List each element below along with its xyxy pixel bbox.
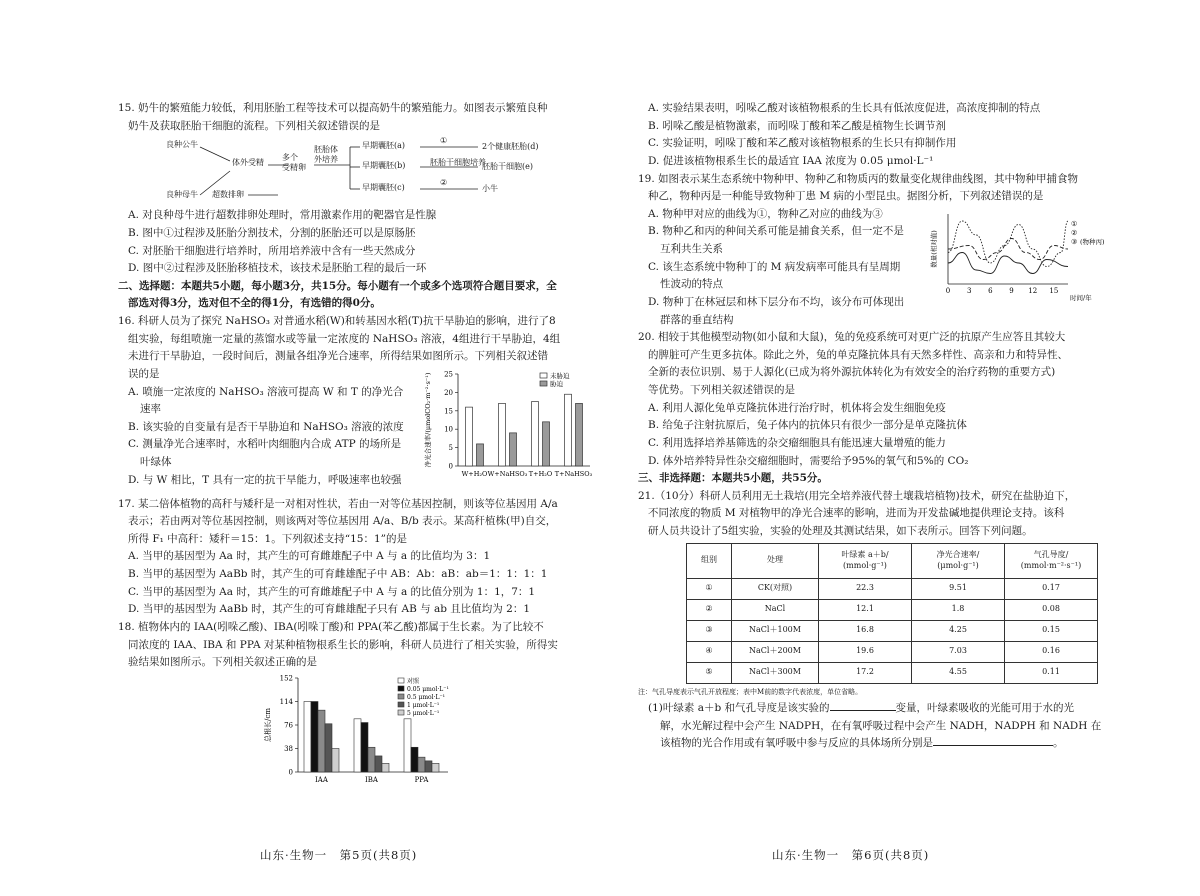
x-tick-label: 9 — [1009, 286, 1014, 295]
q18-option-b: B. 吲哚乙酸是植物激素，而吲哚丁酸和苯乙酸是植物生长调节剂 — [648, 119, 946, 132]
legend-swatch — [540, 373, 547, 378]
table-cell: 19.6 — [819, 641, 912, 662]
q19-stem-2: 种乙，物种丙是一种能导致物种丁患 M 病的小型昆虫。据图分析，下列叙述错误的是 — [648, 190, 1044, 203]
bar-stressed — [477, 443, 484, 465]
q19-option-a: A. 物种甲对应的曲线为①，物种乙对应的曲线为③ — [648, 207, 883, 220]
q20-line-1: 20. 相较于其他模型动物(如小鼠和大鼠)，兔的免疫系统可对更广泛的抗原产生应答且其较大 — [638, 331, 1066, 344]
x-tick-label: T+NaHSO₃ — [554, 469, 593, 478]
table-cell: 16.8 — [819, 620, 912, 641]
superovulation-label: 超数排卵 — [212, 190, 244, 200]
x-tick-label: 15 — [1049, 286, 1059, 295]
legend-label: 对照 — [407, 677, 420, 685]
footer-page-5: 山东·生物一 第5页(共8页) — [260, 848, 418, 862]
q20-option-a: A. 利用人源化兔单克隆抗体进行治疗时，机体将会发生细胞免疫 — [648, 401, 946, 414]
bar — [325, 724, 332, 772]
bar — [332, 748, 339, 772]
x-tick-label: IBA — [365, 775, 378, 784]
series-line-3 — [948, 252, 1068, 273]
x-tick-label: W+NaHSO₃ — [487, 469, 528, 478]
table-cell: ① — [687, 578, 732, 599]
table-cell: NaCl＋200M — [732, 641, 819, 662]
header-chlorophyll: 叶绿素 a＋b/ (mmol·g⁻¹) — [819, 543, 912, 578]
y-tick-label: 10 — [444, 425, 453, 434]
breeding-flow-diagram — [118, 137, 598, 205]
q20-line-2: 的脾脏可产生更多抗体。除此之外，兔的单克隆抗体具有天然多样性、高亲和力和特异性、 — [648, 348, 1068, 361]
table-cell: 0.15 — [1005, 620, 1098, 641]
q21-sub1-line-2: 解，水光解过程中会产生 NADPH，在有氧呼吸过程中会产生 NADH，NADPH 和 NADH 在 — [660, 719, 1102, 732]
x-axis-label: 时间/年 — [1070, 293, 1092, 302]
good-bull-label: 良种公牛 — [166, 140, 198, 150]
header-group: 组别 — [687, 543, 732, 578]
q17-option-c: C. 当甲的基因型为 Aa 时，其产生的可育雌雄配子中 A 与 a 的比值分别为 1：1，7：1 — [128, 585, 536, 598]
legend-label: 0.5 μmol·L⁻¹ — [407, 693, 446, 701]
legend-label: 胁迫 — [550, 379, 563, 388]
y-axis-label: 总根长/cm — [264, 707, 272, 742]
bar — [318, 710, 325, 772]
bar-unstressed — [466, 407, 473, 466]
series-label: ③ — [1071, 237, 1078, 246]
series-annotation: (物种丙) — [1080, 237, 1105, 246]
q19-option-c: C. 该生态系统中物种丁的 M 病发病率可能具有呈周期 — [648, 260, 901, 273]
legend-swatch — [398, 694, 404, 699]
q18-option-a: A. 实验结果表明，吲哚乙酸对该植物根系的生长具有低浓度促进，高浓度抑制的特点 — [648, 102, 1041, 114]
y-tick-label: 0 — [448, 462, 453, 470]
q17-line-2: 表示；若由两对等位基因控制，则该两对等位基因用 A/a、B/b 表示。某高秆植株(甲)自交， — [128, 515, 557, 528]
q17-option-b: B. 当甲的基因型为 AaBb 时，其产生的可育雌雄配子中 AB：Ab：aB：ab＝1：1：1：1 — [128, 568, 548, 580]
bar — [404, 719, 411, 772]
header-stomatal-conductance: 气孔导度/ (mmol·m⁻²·s⁻¹) — [1005, 543, 1098, 578]
table-row — [687, 620, 1098, 641]
x-tick-label: 12 — [1028, 286, 1038, 295]
table-cell: NaCl＋100M — [732, 620, 819, 641]
bar — [418, 757, 425, 772]
q21-sub1-period: 。 — [1053, 737, 1064, 750]
y-tick-label: 38 — [284, 744, 293, 753]
legend-label: 5 μmol·L⁻¹ — [407, 709, 440, 717]
table-cell: 0.08 — [1005, 599, 1098, 620]
step-2-label: ② — [440, 178, 448, 188]
table-row — [687, 599, 1098, 620]
table-cell: 0.16 — [1005, 641, 1098, 662]
q16-stem-3: 未进行干旱胁迫，一段时间后，测量各组净光合速率，所得结果如图所示。下列相关叙述错 — [128, 350, 548, 363]
photosynthesis-bar-chart — [418, 366, 598, 496]
table-cell: ④ — [687, 641, 732, 662]
table-cell: 4.55 — [912, 662, 1005, 683]
q21-stem-1: 21.（10分）科研人员利用无土栽培(用完全培养液代替土壤栽培植物)技术，研究在盐胁迫下， — [638, 489, 1076, 502]
q19-option-c-cont: 性波动的特点 — [660, 278, 723, 291]
y-axis-label: 数量(相对值) — [930, 229, 938, 268]
table-cell: ⑤ — [687, 662, 732, 683]
x-tick-label: IAA — [315, 775, 328, 784]
q18-stem-2: 同浓度的 IAA、IBA 和 PPA 对某种植物根系生长的影响，科研人员进行了相关实验，所得实 — [128, 638, 558, 651]
ivf-label: 体外受精 — [232, 158, 264, 168]
table-cell: 0.17 — [1005, 578, 1098, 599]
footer-page-6: 山东·生物一 第6页(共8页) — [772, 848, 930, 862]
bar — [361, 722, 368, 771]
legend-swatch — [398, 686, 404, 691]
header-net-photosynthesis: 净光合速率/ (μmol·g⁻¹) — [912, 543, 1005, 578]
section-2-heading: 二、选择题：本题共5小题，每小题3分，共15分。每小题有一个或多个选项符合题目要求，全 — [118, 279, 557, 292]
bar-unstressed — [565, 394, 572, 466]
q20-line-3: 全新的表位识别、易于人源化(已成为将外源抗体转化为有效安全的治疗药物的重要方式) — [648, 366, 1056, 379]
root-length-bar-chart — [258, 672, 538, 790]
q17-line-1: 17. 某二倍体植物的高秆与矮秆是一对相对性状，若由一对等位基因控制，则该等位基因用 A/a — [118, 497, 558, 510]
q19-option-b: B. 物种乙和丙的种间关系可能是捕食关系，但一定不是 — [648, 225, 904, 238]
table-cell: NaCl＋300M — [732, 662, 819, 683]
q16-stem-4: 误的是 — [128, 367, 160, 380]
q18-option-c: C. 实验证明，吲哚丁酸和苯乙酸对该植物根系的生长只有抑制作用 — [648, 137, 957, 150]
step-1-label: ① — [440, 136, 448, 146]
header-treatment: 处理 — [732, 543, 819, 578]
bar — [375, 756, 382, 772]
bar — [311, 701, 318, 772]
q15-stem-1: 15. 奶牛的繁殖能力较低，利用胚胎工程等技术可以提高奶牛的繁殖能力。如图表示繁殖良种 — [118, 102, 548, 114]
series-line-2 — [948, 238, 1068, 259]
legend-label: 0.05 μmol·L⁻¹ — [407, 685, 449, 693]
q21-table-wrap — [686, 543, 1118, 684]
table-cell: 9.51 — [912, 578, 1005, 599]
q21-stem-2: 不同浓度的物质 M 对植物甲的净光合速率的影响，进而为开发盐碱地提供理论支持。该科 — [648, 507, 1065, 520]
table-cell: 7.03 — [912, 641, 1005, 662]
bar — [382, 763, 389, 772]
answer-blank-2[interactable] — [933, 735, 1053, 746]
q16-option-d: D. 与 W 相比，T 具有一定的抗干旱能力，呼吸速率也较强 — [128, 473, 402, 486]
y-tick-label: 0 — [288, 768, 293, 777]
section-3-heading: 三、非选择题：本题共5小题，共55分。 — [638, 472, 828, 485]
bar-stressed — [543, 421, 550, 465]
q18-stem-3: 验结果如图所示。下列相关叙述正确的是 — [128, 656, 317, 669]
x-tick-label: T+H₂O — [528, 469, 553, 478]
blastocyst-a: 早期囊胚(a) — [362, 141, 406, 151]
table-cell: 22.3 — [819, 578, 912, 599]
right-column — [638, 100, 1118, 753]
bar-unstressed — [499, 403, 506, 466]
x-tick-label: 6 — [988, 286, 993, 295]
q15-stem-2: 奶牛及获取胚胎干细胞的流程。下列相关叙述错误的是 — [128, 119, 380, 132]
esc-culture-label: 胚胎干细胞培养 — [430, 158, 486, 168]
legend-swatch — [398, 702, 404, 707]
blastocyst-b: 早期囊胚(b) — [362, 161, 406, 171]
q20-option-c: C. 利用选择培养基筛选的杂交瘤细胞具有能迅速大量增殖的能力 — [648, 436, 946, 449]
legend-label: 1 μmol·L⁻¹ — [407, 701, 440, 709]
table-row — [687, 641, 1098, 662]
embryo-culture-label: 胚胎体 外培养 — [314, 145, 338, 164]
table-cell: 4.25 — [912, 620, 1005, 641]
table-cell: ③ — [687, 620, 732, 641]
q15-option-b: B. 图中①过程涉及胚胎分割技术，分割的胚胎还可以是原肠胚 — [128, 226, 416, 239]
bar-stressed — [576, 403, 583, 466]
y-tick-label: 20 — [444, 388, 453, 397]
population-line-chart — [928, 206, 1108, 306]
q19-stem-1: 19. 如图表示某生态系统中物种甲、物种乙和物质丙的数量变化规律曲线图，其中物种甲捕食物 — [638, 172, 1079, 185]
legend-swatch — [540, 381, 547, 386]
q16-stem-2: 组实验，每组喷施一定量的蒸馏水或等量一定浓度的 NaHSO₃ 溶液，4组进行干旱胁迫，4组 — [128, 332, 561, 345]
bar — [368, 747, 375, 772]
q21-sub1-text-1: (1)叶绿素 a＋b 和气孔导度是该实验的 — [648, 702, 830, 715]
q17-option-a: A. 当甲的基因型为 Aa 时，其产生的可育雌雄配子中 A 与 a 的比值均为 3：1 — [128, 550, 491, 563]
bar — [304, 701, 311, 772]
calf-label: 小牛 — [482, 184, 498, 194]
q19-option-d: D. 物种丁在林冠层和林下层分布不均，该分布可体现出 — [648, 295, 905, 308]
table-cell: ② — [687, 599, 732, 620]
x-tick-label: PPA — [414, 775, 429, 784]
q15-option-a: A. 对良种母牛进行超数排卵处理时，常用激素作用的靶器官是性腺 — [128, 209, 437, 222]
section-2-heading-2: 部选对得3分，选对但不全的得1分，有选错的得0分。 — [128, 297, 381, 310]
table-cell: 1.8 — [912, 599, 1005, 620]
left-column — [118, 100, 598, 796]
q16-option-b: B. 该实验的自变量有是否干旱胁迫和 NaHSO₃ 溶液的浓度 — [128, 420, 404, 433]
q17-line-3: 所得 F₁ 中高秆：矮秆＝15：1。下列叙述支持“15：1”的是 — [128, 532, 407, 545]
y-tick-label: 25 — [444, 370, 453, 378]
q16-option-c-cont: 叶绿体 — [140, 456, 172, 468]
series-label: ① — [1071, 219, 1078, 228]
q21-results-table — [686, 543, 1098, 684]
y-tick-label: 76 — [284, 721, 293, 730]
q21-sub1-line-3 — [638, 735, 1118, 753]
q16-stem-1: 16. 科研人员为了探究 NaHSO₃ 对普通水稻(W)和转基因水稻(T)抗干旱胁迫的影响，进行了8 — [118, 315, 556, 327]
bar — [354, 719, 361, 772]
q21-sub1-text-4: 该植物的光合作用或有氧呼吸中参与反应的具体场所分别是 — [660, 737, 933, 750]
y-tick-label: 15 — [444, 406, 453, 415]
y-tick-label: 5 — [448, 443, 453, 452]
bar-unstressed — [532, 401, 539, 465]
q17-option-d: D. 当甲的基因型为 AaBb 时，其产生的可育雌雄配子只有 AB 与 ab 且比值均为 2：1 — [128, 603, 531, 616]
table-cell: NaCl — [732, 599, 819, 620]
y-tick-label: 152 — [279, 674, 293, 683]
legend-swatch — [398, 710, 404, 715]
q20-option-d: D. 体外培养特异性杂交瘤细胞时，需要给予95%的氧气和5%的 CO₂ — [648, 454, 969, 467]
q16-option-c: C. 测量净光合速率时，水稻叶肉细胞内合成 ATP 的场所是 — [128, 438, 402, 451]
bar — [425, 761, 432, 772]
table-row — [687, 578, 1098, 599]
q18-stem-1: 18. 植物体内的 IAA(吲哚乙酸)、IBA(吲哚丁酸)和 PPA(苯乙酸)都属于生长素。为了比较不 — [118, 620, 544, 633]
x-tick-label: 3 — [966, 286, 972, 295]
blastocyst-c: 早期囊胚(c) — [362, 183, 405, 193]
table-cell: 17.2 — [819, 662, 912, 683]
q19-option-b-cont: 互利共生关系 — [660, 243, 723, 255]
good-cow-label: 良种母牛 — [166, 190, 198, 200]
table-cell: 0.11 — [1005, 662, 1098, 683]
fertilized-eggs-label: 多个 受精卵 — [282, 153, 306, 172]
stem-cell-label: 胚胎干细胞(e) — [482, 162, 533, 172]
table-row — [687, 662, 1098, 683]
bar-stressed — [510, 432, 517, 465]
q15-option-d: D. 图中②过程涉及胚胎移植技术，该技术是胚胎工程的最后一环 — [128, 262, 427, 275]
q21-sub1-text-2: 变量，叶绿素吸收的光能可用于水的光 — [895, 702, 1075, 715]
q21-sub1-line-1 — [638, 700, 1118, 718]
q20-option-b: B. 给兔子注射抗原后，兔子体内的抗体只有很少一部分是单克隆抗体 — [648, 419, 967, 432]
healthy-embryo-label: 2个健康胚胎(d) — [482, 142, 539, 152]
q19-option-d-cont: 群落的垂直结构 — [660, 313, 734, 326]
legend-swatch — [398, 678, 404, 683]
q16-option-a-cont: 速率 — [140, 403, 161, 416]
q15-option-c: C. 对胚胎干细胞进行培养时，所用培养液中含有一些天然成分 — [128, 244, 416, 257]
bar — [411, 747, 418, 772]
answer-blank-1[interactable] — [830, 700, 896, 711]
q18-option-d: D. 促进该植物根系生长的最适宜 IAA 浓度为 0.05 μmol·L⁻¹ — [648, 154, 934, 167]
x-tick-label: 0 — [945, 286, 951, 295]
legend-label: 未胁迫 — [550, 371, 570, 380]
table-note: 注：气孔导度表示气孔开放程度；表中M前的数字代表浓度，单位省略。 — [638, 687, 863, 696]
y-axis-label: 净光合速率/(μmolCO₂·m⁻²·s⁻¹) — [424, 372, 432, 467]
q21-stem-3: 研人员共设计了5组实验，实验的处理及其测试结果，如下表所示。回答下列问题。 — [648, 525, 1033, 537]
q16-option-a: A. 喷施一定浓度的 NaHSO₃ 溶液可提高 W 和 T 的净光合 — [128, 385, 404, 398]
x-tick-label: W+H₂O — [461, 469, 488, 478]
bar — [432, 763, 439, 772]
table-cell: CK(对照) — [732, 578, 819, 599]
q20-line-4: 等优势。下列相关叙述错误的是 — [648, 384, 795, 396]
series-label: ② — [1071, 228, 1078, 237]
y-tick-label: 114 — [279, 697, 293, 706]
table-cell: 12.1 — [819, 599, 912, 620]
